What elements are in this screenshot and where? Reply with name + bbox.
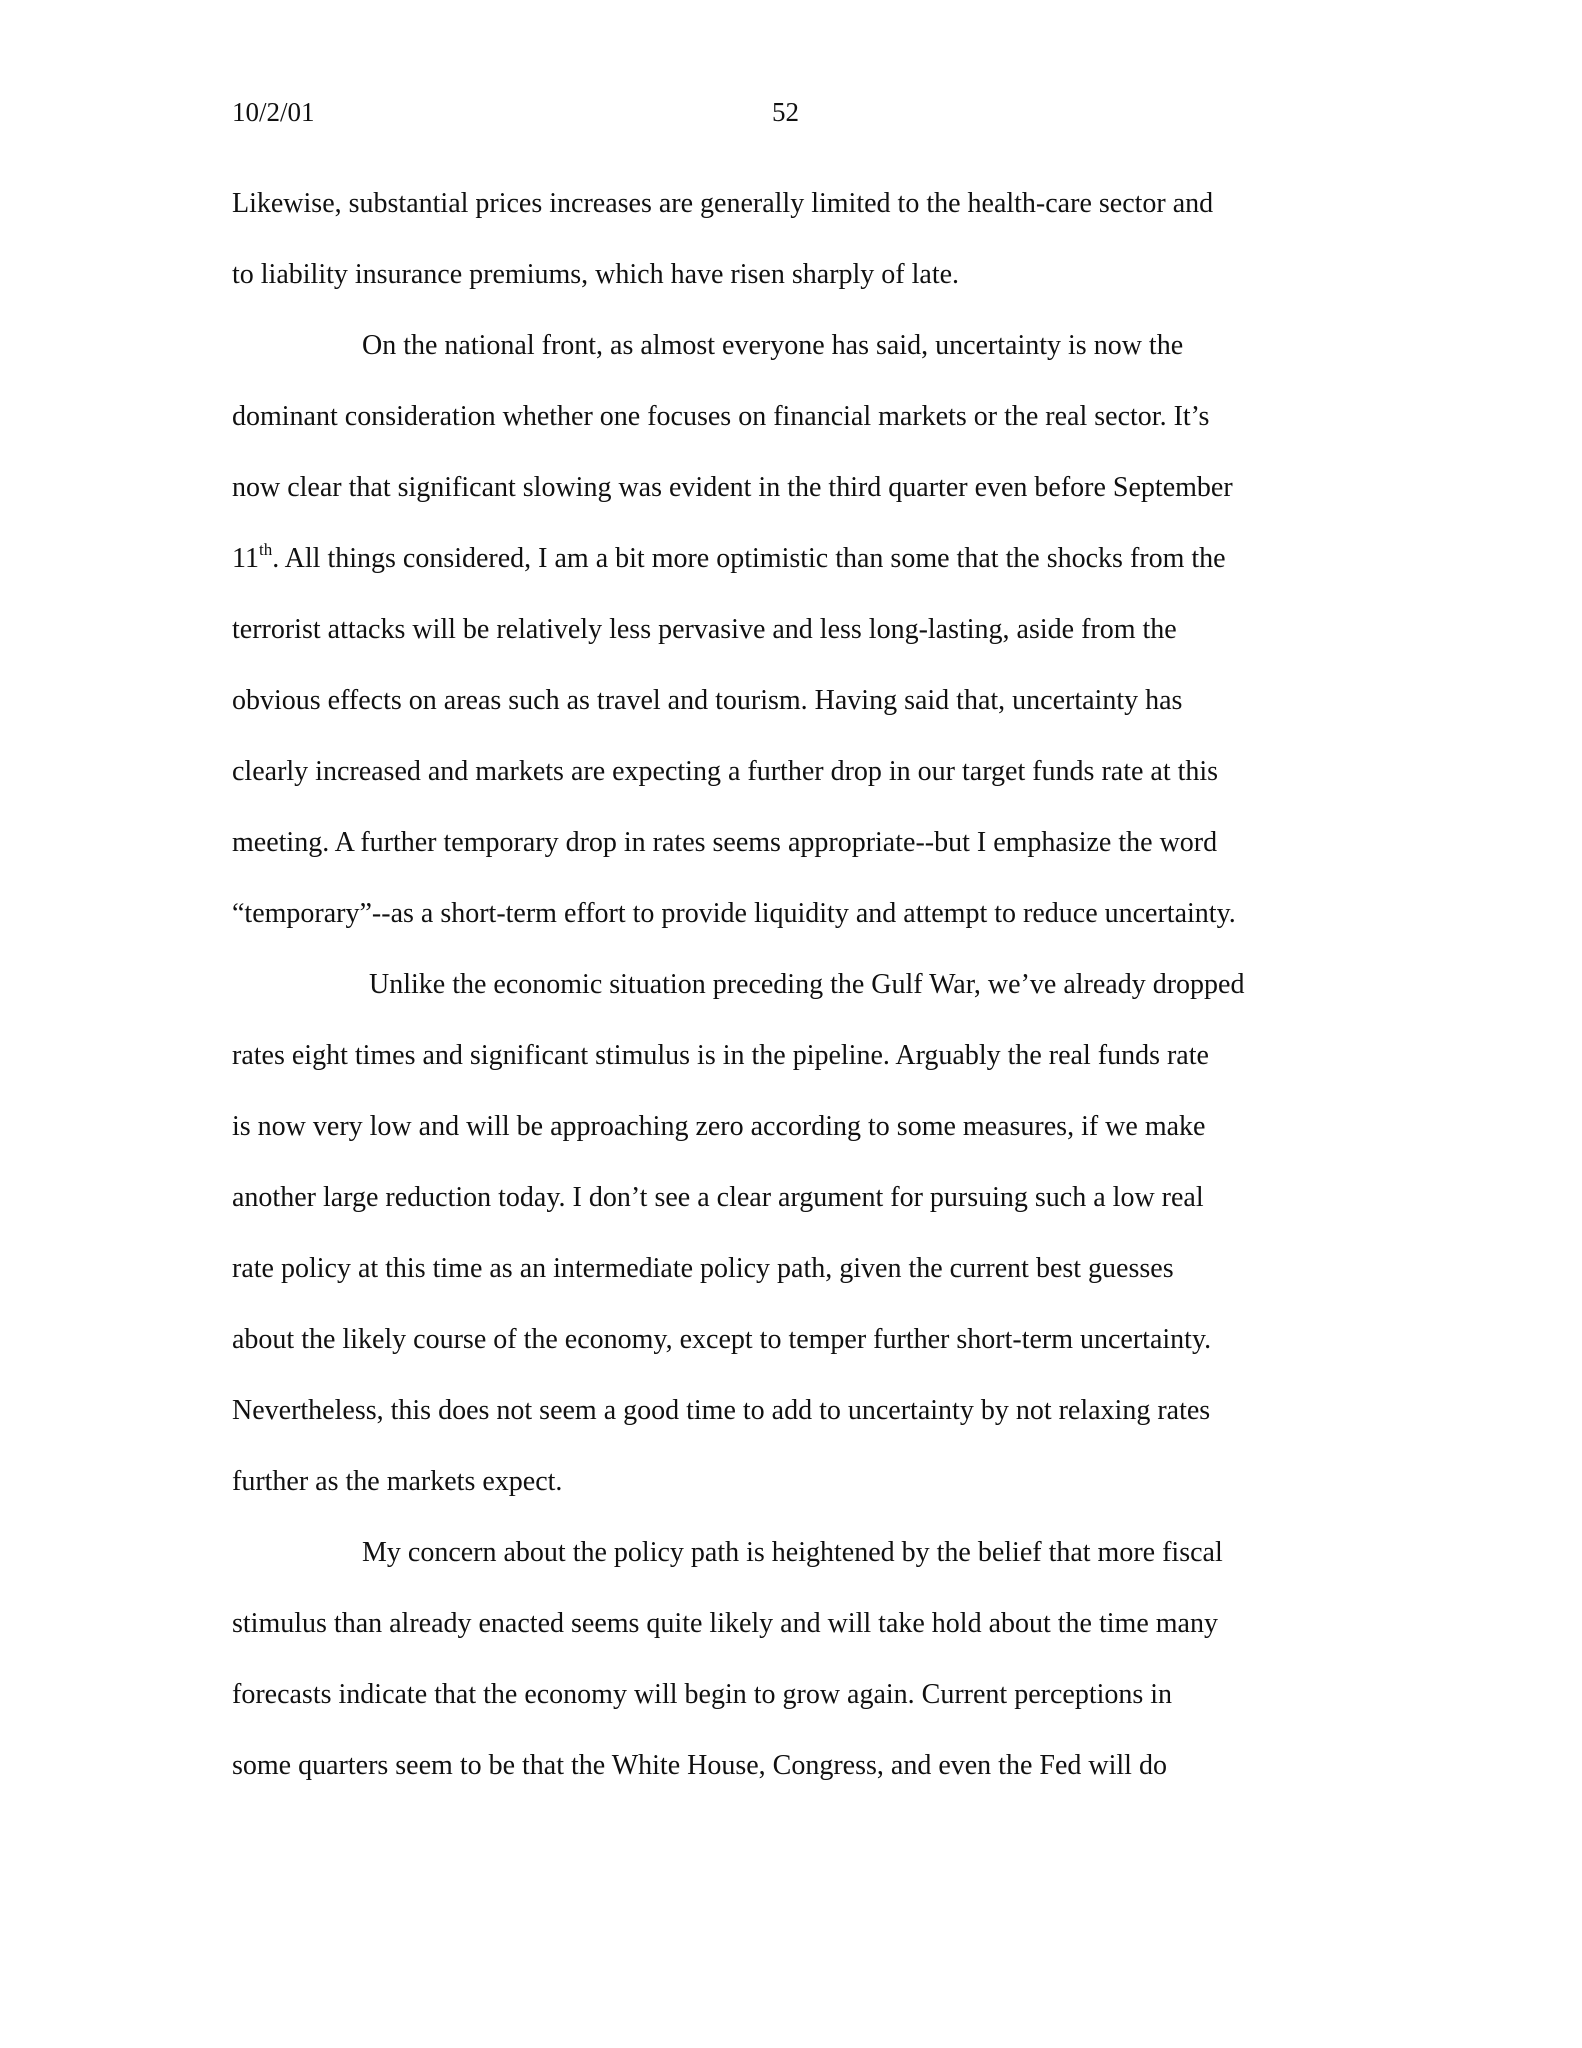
header-date: 10/2/01 [232,97,315,127]
paragraph-start-line: My concern about the policy path is heightened by the belief that more fiscal [362,1537,1223,1568]
text-line: some quarters seem to be that the White House, Congress, and even the Fed will do [232,1750,1167,1781]
text-line: “temporary”--as a short-term effort to provide liquidity and attempt to reduce uncertainty. [232,898,1236,929]
ordinal-suffix: th [258,540,273,559]
text-line: another large reduction today. I don’t see a clear argument for pursuing such a low real [232,1182,1204,1213]
text-line: about the likely course of the economy, except to temper further short-term uncertainty. [232,1324,1212,1355]
text-line: further as the markets expect. [232,1466,563,1497]
text-line-remainder: . All things considered, I am a bit more optimistic than some that the shocks from the [272,543,1226,574]
text-line: rate policy at this time as an intermediate policy path, given the current best guesses [232,1253,1174,1284]
text-line: obvious effects on areas such as travel and tourism. Having said that, uncertainty has [232,685,1183,716]
page-number: 52 [772,97,799,127]
text-line: rates eight times and significant stimulus is in the pipeline. Arguably the real funds rate [232,1040,1209,1071]
text-line: Likewise, substantial prices increases are generally limited to the health-care sector and [232,188,1214,219]
text-line: now clear that significant slowing was evident in the third quarter even before September [232,472,1233,503]
text-line: Nevertheless, this does not seem a good time to add to uncertainty by not relaxing rates [232,1395,1211,1426]
date-number: 11 [232,543,259,574]
text-line: meeting. A further temporary drop in rates seems appropriate--but I emphasize the word [232,827,1218,858]
text-line: terrorist attacks will be relatively less pervasive and less long-lasting, aside from the [232,614,1177,645]
paragraph-start-line: Unlike the economic situation preceding the Gulf War, we’ve already dropped [369,969,1245,1000]
text-line: dominant consideration whether one focuses on financial markets or the real sector. It’s [232,401,1210,432]
text-line: to liability insurance premiums, which have risen sharply of late. [232,259,960,290]
text-line [232,542,1226,576]
text-line: clearly increased and markets are expecting a further drop in our target funds rate at this [232,756,1219,787]
text-line: forecasts indicate that the economy will begin to grow again. Current perceptions in [232,1679,1173,1710]
text-line: is now very low and will be approaching zero according to some measures, if we make [232,1111,1206,1142]
paragraph-start-line: On the national front, as almost everyone has said, uncertainty is now the [362,330,1184,361]
text-line: stimulus than already enacted seems quite likely and will take hold about the time many [232,1608,1218,1639]
